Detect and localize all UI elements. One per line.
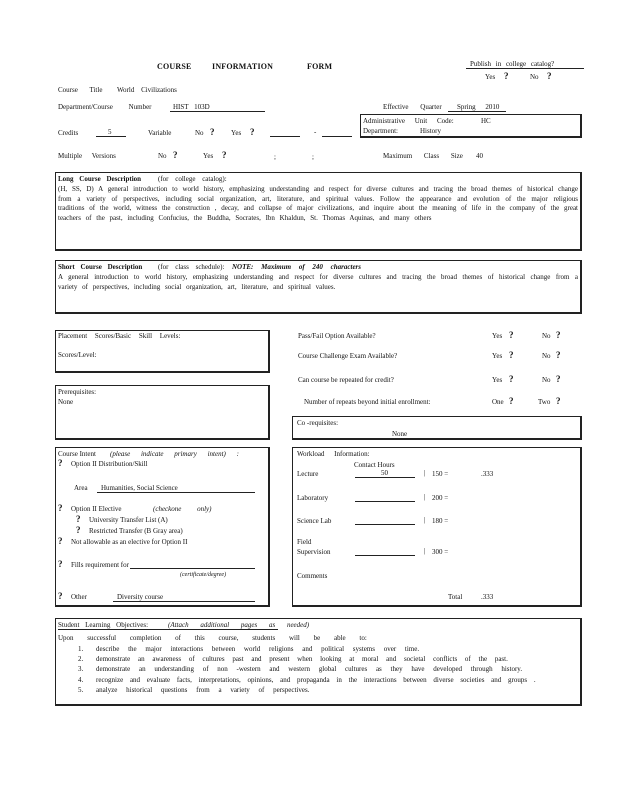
- supervision-divider: |: [424, 547, 426, 555]
- laboratory-divider: |: [424, 493, 426, 501]
- variable-min-underline[interactable]: [270, 136, 300, 137]
- opt4-checkbox[interactable]: ?: [58, 559, 63, 569]
- dept-course-value[interactable]: HIST 103D: [173, 103, 210, 111]
- sub1-label: University Transfer List (A): [89, 516, 168, 524]
- variable-no-label: No: [195, 129, 204, 137]
- multiple-sep-2: ;: [312, 153, 314, 161]
- opt3-checkbox[interactable]: ?: [58, 536, 63, 546]
- opt1-checkbox[interactable]: ?: [58, 458, 63, 468]
- repeats-two-checkbox[interactable]: ?: [556, 396, 561, 406]
- credits-value[interactable]: 5: [108, 128, 112, 136]
- objectives-intro: Upon successful completion of this course, students will be able to:: [58, 634, 367, 642]
- other-checkbox[interactable]: ?: [58, 591, 63, 601]
- objective-item[interactable]: analyze historical questions from a variety of perspectives.: [96, 686, 310, 694]
- objective-item[interactable]: demonstrate an understanding of non -western and western global cultures as they have developed through history.: [96, 665, 523, 673]
- form-title-information: INFORMATION: [212, 62, 274, 71]
- opt1-label: Option II Distribution/Skill: [71, 460, 148, 468]
- total-value: .333: [481, 593, 494, 601]
- credits-label: Credits: [58, 129, 79, 137]
- objectives-label: Student Learning Objectives:: [58, 621, 149, 629]
- opt3-label: Not allowable as an elective for Option II: [71, 538, 188, 546]
- supervision-label: Supervision: [297, 548, 331, 556]
- course-title-value[interactable]: World Civilizations: [117, 86, 177, 94]
- effective-quarter-value[interactable]: Spring 2010: [457, 103, 500, 111]
- admin-unit-label: Administrative Unit Code:: [363, 117, 454, 125]
- long-description-text[interactable]: (H, SS, D) A general introduction to world history, emphasizing understanding and respect for diverse cultures and tracing the broad themes of historical change from a variety of perspectives, including social organization, art, literature, and spiritual values. Follow the appearance and evolution of the major religious traditions of the world, witness the construction , decay, and collapse of major civilizations, and inquire about the meaning of life in the company of the great teachers of the past, including Confucius, the Buddha, Socrates, Ibn Khaldun, St. Thomas Aquinas, and many others: [58, 185, 578, 222]
- repeat-yes-checkbox[interactable]: ?: [509, 374, 514, 384]
- short-description-text[interactable]: A general introduction to world history, emphasizing understanding and respect for diverse cultures and tracing the broad themes of historical change from a variety of perspectives, including social organization, art, literature, and spiritual values.: [58, 273, 578, 291]
- other-value[interactable]: Diversity course: [117, 593, 164, 601]
- credits-underline: [96, 136, 126, 137]
- repeat-no-checkbox[interactable]: ?: [556, 374, 561, 384]
- area-label: Area: [74, 484, 88, 492]
- form-title-course: COURSE: [157, 62, 192, 71]
- department-value[interactable]: History: [420, 127, 441, 135]
- variable-label: Variable: [148, 129, 172, 137]
- supervision-underline[interactable]: [355, 555, 415, 556]
- lecture-label: Lecture: [297, 470, 319, 478]
- placement-label: Placement Scores/Basic Skill Levels:: [58, 332, 181, 340]
- sub2-label: Restricted Transfer (B Gray area): [89, 527, 183, 535]
- contact-hours-label: Contact Hours: [354, 461, 395, 469]
- opt4-label: Fills requirement for: [71, 561, 129, 569]
- variable-yes-label: Yes: [231, 129, 242, 137]
- effective-quarter-label: Effective Quarter: [383, 103, 442, 111]
- multiple-no-label: No: [158, 152, 167, 160]
- opt2-note: (checkone only): [153, 505, 212, 513]
- comments-label: Comments: [297, 572, 328, 580]
- multiple-yes-label: Yes: [203, 152, 214, 160]
- pass-fail-yes-checkbox[interactable]: ?: [509, 330, 514, 340]
- pass-fail-label: Pass/Fail Option Available?: [298, 332, 376, 340]
- publish-yes-checkbox[interactable]: ?: [504, 71, 509, 81]
- objectives-note: (Attach additional pages as needed): [168, 621, 310, 629]
- course-title-label: Course Title: [58, 86, 103, 94]
- science-lab-divider: |: [424, 516, 426, 524]
- repeats-count-label: Number of repeats beyond initial enrollment:: [304, 398, 431, 406]
- repeats-one-checkbox[interactable]: ?: [509, 396, 514, 406]
- multiple-versions-label: Multiple Versions: [58, 152, 116, 160]
- opt4-note: (certificate/degree): [180, 572, 227, 578]
- corequisites-value[interactable]: None: [392, 430, 408, 438]
- challenge-yes-checkbox[interactable]: ?: [509, 350, 514, 360]
- prerequisites-value[interactable]: None: [58, 398, 74, 406]
- area-underline: [97, 492, 255, 493]
- laboratory-label: Laboratory: [297, 494, 329, 502]
- multiple-no-checkbox[interactable]: ?: [173, 150, 178, 160]
- publish-underline: [466, 68, 584, 69]
- multiple-sep-1: ;: [274, 153, 276, 161]
- science-lab-divisor: 180 =: [432, 517, 449, 525]
- publish-no-checkbox[interactable]: ?: [547, 71, 552, 81]
- other-underline: [113, 601, 255, 602]
- opt2-checkbox[interactable]: ?: [58, 503, 63, 513]
- dept-course-label: Department/Course Number: [58, 103, 152, 111]
- laboratory-underline[interactable]: [355, 501, 415, 502]
- publish-yes-label: Yes: [485, 73, 496, 81]
- variable-dash: -: [314, 128, 317, 136]
- scores-level-label: Scores/Level:: [58, 351, 97, 359]
- other-label: Other: [71, 593, 87, 601]
- opt2-label: Option II Elective: [71, 505, 122, 513]
- repeat-credit-label: Can course be repeated for credit?: [298, 376, 394, 384]
- lecture-underline: [355, 477, 415, 478]
- pass-fail-yes-label: Yes: [492, 332, 503, 340]
- objective-number: 4.: [78, 676, 84, 684]
- variable-yes-checkbox[interactable]: ?: [250, 127, 255, 137]
- objective-number: 5.: [78, 686, 84, 694]
- total-label: Total: [448, 593, 463, 601]
- pass-fail-no-checkbox[interactable]: ?: [556, 330, 561, 340]
- corequisites-label: Co -requisites:: [297, 419, 339, 427]
- objective-item[interactable]: demonstrate an awareness of cultures past and present when looking at moral and societal conflicts of the past.: [96, 655, 508, 663]
- objective-number: 2.: [78, 655, 84, 663]
- repeat-no-label: No: [542, 376, 551, 384]
- max-class-size-label: Maximum Class Size: [383, 152, 463, 160]
- lecture-hours-value[interactable]: 50: [381, 469, 388, 477]
- lecture-divisor: 150 =: [432, 470, 449, 478]
- challenge-exam-label: Course Challenge Exam Available?: [298, 352, 398, 360]
- short-description-limit: NOTE: Maximum of 240 characters: [232, 263, 361, 271]
- area-value[interactable]: Humanities, Social Science: [101, 484, 178, 492]
- variable-max-underline[interactable]: [322, 136, 352, 137]
- supervision-divisor: 300 =: [432, 548, 449, 556]
- lecture-result: .333: [481, 470, 494, 478]
- variable-no-checkbox[interactable]: ?: [210, 127, 215, 137]
- effective-underline: [448, 111, 506, 112]
- challenge-no-label: No: [542, 352, 551, 360]
- multiple-yes-checkbox[interactable]: ?: [222, 150, 227, 160]
- course-intent-note: (please indicate primary intent) :: [110, 450, 239, 458]
- dept-course-underline: [170, 111, 265, 112]
- form-title-form: FORM: [307, 62, 333, 71]
- laboratory-divisor: 200 =: [432, 494, 449, 502]
- sub1-checkbox[interactable]: ?: [76, 514, 81, 524]
- science-lab-label: Science Lab: [297, 517, 332, 525]
- repeats-two-label: Two: [538, 398, 551, 406]
- max-class-size-value[interactable]: 40: [476, 152, 483, 160]
- objective-number: 3.: [78, 665, 84, 673]
- challenge-no-checkbox[interactable]: ?: [556, 350, 561, 360]
- department-label: Department:: [363, 127, 398, 135]
- field-label: Field: [297, 538, 312, 546]
- admin-unit-value[interactable]: HC: [481, 117, 491, 125]
- sub2-checkbox[interactable]: ?: [76, 525, 81, 535]
- long-description-label: Long Course Description: [58, 175, 142, 183]
- prerequisites-label: Prerequisites:: [58, 388, 97, 396]
- objective-item[interactable]: describe the major interactions between world religions and political systems over time.: [96, 645, 420, 653]
- repeats-one-label: One: [492, 398, 504, 406]
- course-intent-label: Course Intent: [58, 450, 96, 458]
- challenge-yes-label: Yes: [492, 352, 503, 360]
- repeat-yes-label: Yes: [492, 376, 503, 384]
- workload-label: Workload Information:: [297, 450, 370, 458]
- objective-number: 1.: [78, 645, 84, 653]
- short-description-note: (for class schedule):: [158, 263, 225, 271]
- short-description-label: Short Course Description: [58, 263, 143, 271]
- long-description-note: (for college catalog):: [158, 175, 227, 183]
- opt4-underline[interactable]: [130, 568, 255, 569]
- objective-item[interactable]: recognize and evaluate facts, interpretations, opinions, and propaganda in the interactions between diverse societies and groups .: [96, 676, 536, 684]
- publish-label: Publish in college catalog?: [470, 60, 555, 68]
- science-lab-underline[interactable]: [355, 524, 415, 525]
- pass-fail-no-label: No: [542, 332, 551, 340]
- lecture-divider: |: [424, 469, 426, 477]
- objectives-underline: [58, 629, 278, 630]
- publish-no-label: No: [530, 73, 539, 81]
